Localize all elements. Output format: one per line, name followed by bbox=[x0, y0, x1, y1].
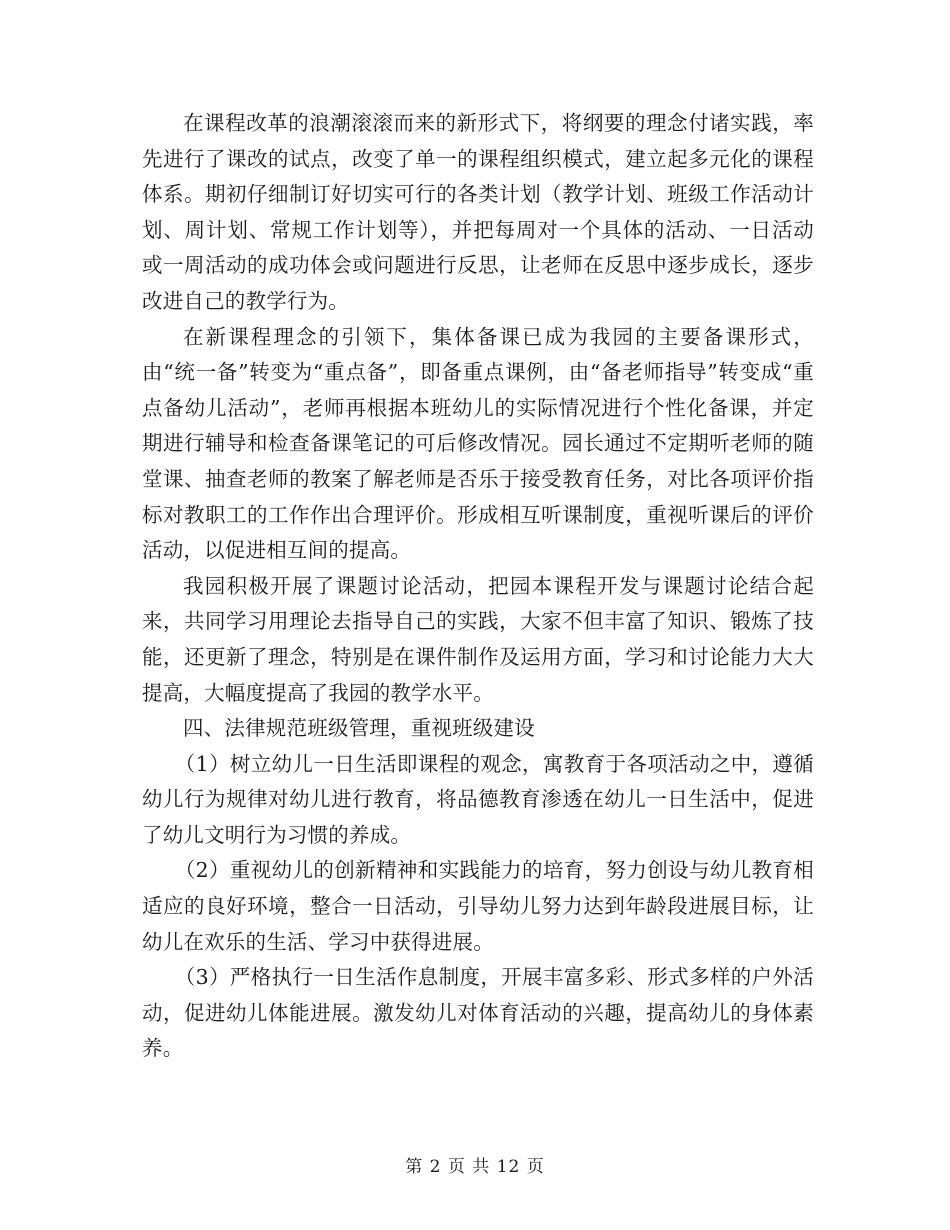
list-item-2: （2）重视幼儿的创新精神和实践能力的培育，努力创设与幼儿教育相适应的良好环境，整合一日活动，引导幼儿努力达到年龄段进展目标，让幼儿在欢乐的生活、学习中获得进展。 bbox=[142, 858, 814, 954]
list-item-3: （3）严格执行一日生活作息制度，开展丰富多彩、形式多样的户外活动，促进幼儿体能进展。激发幼儿对体育活动的兴趣，提高幼儿的身体素养。 bbox=[142, 965, 814, 1061]
paragraph-curriculum-reform: 在课程改革的浪潮滚滚而来的新形式下，将纲要的理念付诸实践，率先进行了课改的试点，改变了单一的课程组织模式，建立起多元化的课程体系。期初仔细制订好切实可行的各类计划（教学计划、班级工作活动计划、周计划、常规工作计划等），并把每周对一个具体的活动、一日活动或一周活动的成功体会或问题进行反思，让老师在反思中逐步成长，逐步改进自己的教学行为。 bbox=[142, 111, 814, 313]
paragraph-research-topics: 我园积极开展了课题讨论活动，把园本课程开发与课题讨论结合起来，共同学习用理论去指导自己的实践，大家不但丰富了知识、锻炼了技能，还更新了理念，特别是在课件制作及运用方面，学习和讨论能力大大提高，大幅度提高了我园的教学水平。 bbox=[142, 573, 814, 705]
section-heading-class-management: 四、法律规范班级管理，重视班级建设 bbox=[183, 716, 535, 741]
paragraph-collective-lesson-prep: 在新课程理念的引领下，集体备课已成为我园的主要备课形式，由“统一备”转变为“重点备”，即备重点课例，由“备老师指导”转变成“重点备幼儿活动”，老师再根据本班幼儿的实际情况进行个性化备课，并定期进行辅导和检查备课笔记的可后修改情况。园长通过不定期听老师的随堂课、抽查老师的教案了解老师是否乐于接受教育任务，对比各项评价指标对教职工的工作作出合理评价。形成相互听课制度，重视听课后的评价活动，以促进相互间的提高。 bbox=[142, 324, 814, 563]
list-item-1: （1）树立幼儿一日生活即课程的观念，寓教育于各项活动之中，遵循幼儿行为规律对幼儿进行教育，将品德教育渗透在幼儿一日生活中，促进了幼儿文明行为习惯的养成。 bbox=[142, 751, 814, 847]
page-number-footer: 第 2 页 共 12 页 bbox=[405, 1157, 545, 1177]
document-body bbox=[142, 106, 814, 1067]
